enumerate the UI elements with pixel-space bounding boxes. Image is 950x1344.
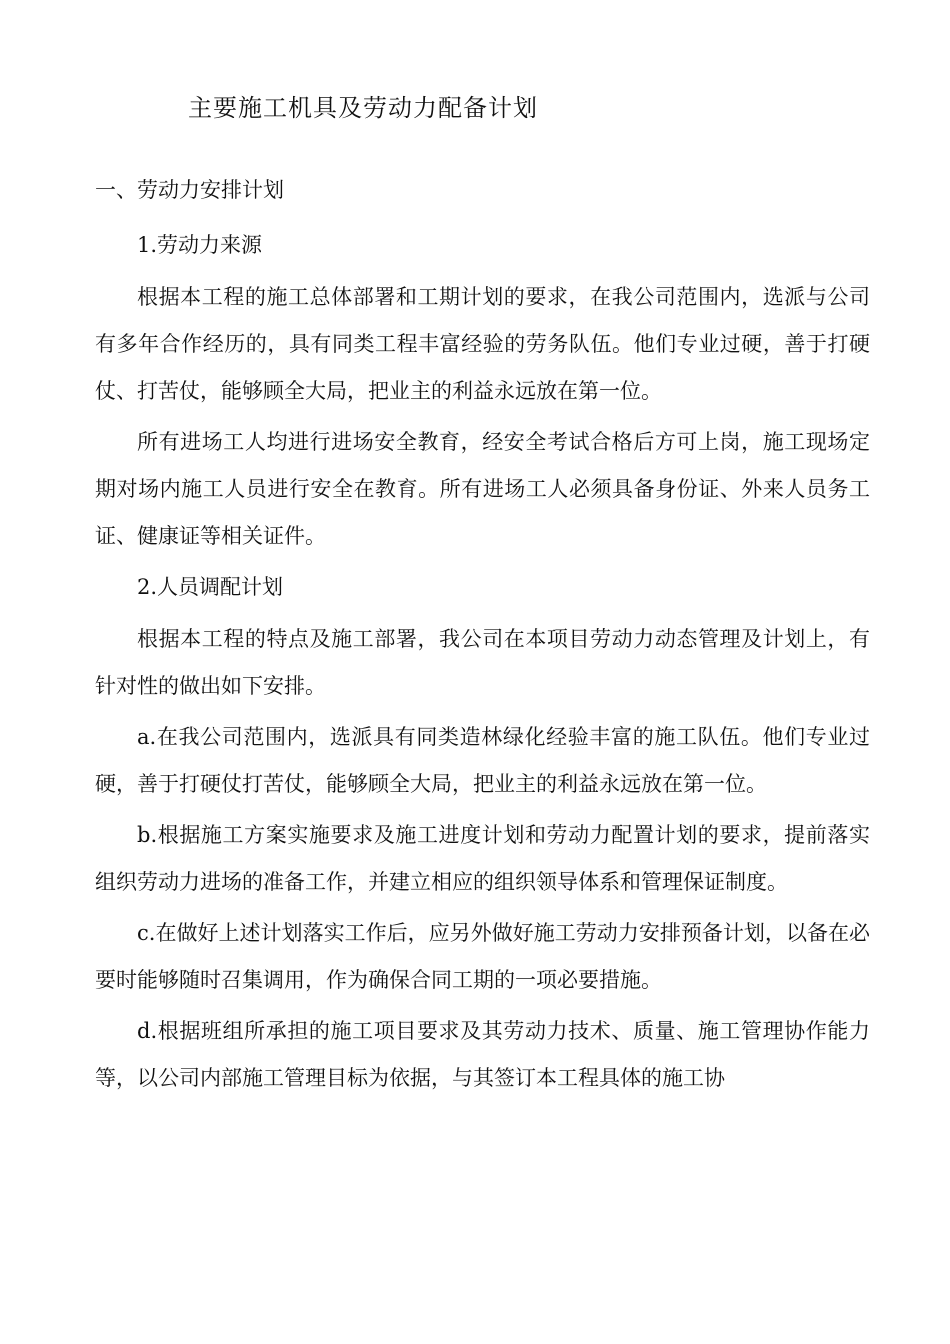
paragraph-safety-education: 所有进场工人均进行进场安全教育，经安全考试合格后方可上岗，施工现场定期对场内施工人员进行安全在教育。所有进场工人必须具备身份证、外来人员务工证、健康证等相关证件。: [95, 430, 870, 548]
paragraph-item-a: a.在我公司范围内，选派具有同类造林绿化经验丰富的施工队伍。他们专业过硬，善于打硬仗打苦仗，能够顾全大局，把业主的利益永远放在第一位。: [95, 725, 870, 796]
section-heading: 一、劳动力安排计划: [95, 178, 284, 202]
paragraph-labor-source: 根据本工程的施工总体部署和工期计划的要求，在我公司范围内，选派与公司有多年合作经历的，具有同类工程丰富经验的劳务队伍。他们专业过硬，善于打硬仗、打苦仗，能够顾全大局，把业主的利益永远放在第一位。: [95, 285, 870, 403]
paragraph-item-b: b.根据施工方案实施要求及施工进度计划和劳动力配置计划的要求，提前落实组织劳动力进场的准备工作，并建立相应的组织领导体系和管理保证制度。: [95, 823, 870, 894]
subheading-staffing-plan: 2.人员调配计划: [137, 575, 284, 599]
document-title: 主要施工机具及劳动力配备计划: [188, 94, 538, 122]
paragraph-staffing-intro: 根据本工程的特点及施工部署，我公司在本项目劳动力动态管理及计划上，有针对性的做出如下安排。: [95, 627, 870, 698]
document-body: [95, 222, 870, 1106]
subheading-labor-source: 1.劳动力来源: [137, 233, 263, 257]
paragraph-item-d: d.根据班组所承担的施工项目要求及其劳动力技术、质量、施工管理协作能力等，以公司内部施工管理目标为依据，与其签订本工程具体的施工协: [95, 1019, 870, 1090]
paragraph-item-c: c.在做好上述计划落实工作后，应另外做好施工劳动力安排预备计划，以备在必要时能够随时召集调用，作为确保合同工期的一项必要措施。: [95, 921, 870, 992]
